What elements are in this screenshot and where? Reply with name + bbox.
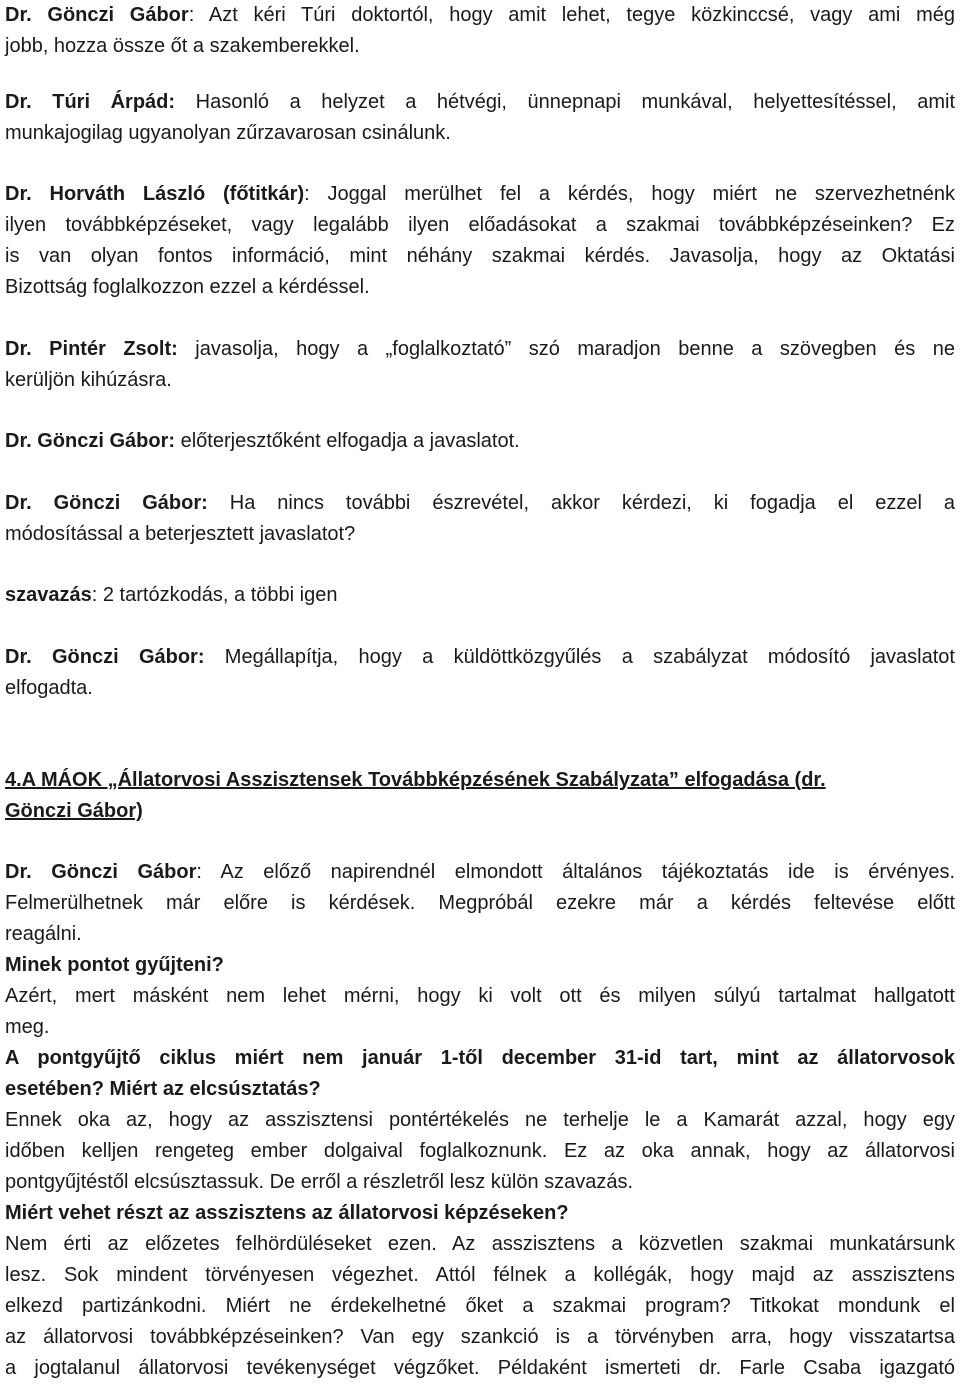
answer-text: lesz. Sok mindent törvényesen végezhet. Attól félnek a kollégák, hogy majd az asszisztens	[5, 1264, 955, 1286]
speaker-name: Dr. Gönczi Gábor	[5, 861, 197, 883]
answer-text: elkezd partizánkodni. Miért ne érdekelhetné őket a szakmai program? Titkokat mondunk el	[5, 1295, 955, 1317]
paragraph-text: is van olyan fontos információ, mint néhány szakmai kérdés. Javasolja, hogy az Oktatási	[5, 245, 955, 267]
answer-text: az állatorvosi továbbképzéseinken? Van egy szankció is a törvényben arra, hogy visszatartsa	[5, 1326, 955, 1348]
question-text: Minek pontot gyűjteni?	[5, 954, 224, 976]
speaker-name: Dr. Túri Árpád:	[5, 91, 176, 113]
vote-label: szavazás	[5, 584, 92, 606]
paragraph-text: reagálni.	[5, 923, 82, 945]
paragraph-text: Bizottság foglalkozzon ezzel a kérdéssel.	[5, 276, 370, 298]
answer-text: meg.	[5, 1016, 50, 1038]
answer-text: időben kelljen rengeteg ember dolgaival foglalkoznunk. Ez az oka annak, hogy az állatorvosi	[5, 1140, 955, 1162]
speaker-name: Dr. Horváth László (főtitkár)	[5, 183, 305, 205]
question-text: Miért vehet részt az asszisztens az állatorvosi képzéseken?	[5, 1202, 569, 1224]
paragraph-turi	[5, 87, 955, 149]
speaker-name: Dr. Gönczi Gábor:	[5, 430, 176, 452]
paragraph-gonczi-4	[5, 642, 955, 704]
paragraph-text: kerüljön kihúzásra.	[5, 369, 172, 391]
paragraph-text: ilyen továbbképzéseket, vagy legalább ilyen előadásokat a szakmai továbbképzéseinken? Ez	[5, 214, 955, 236]
speaker-name: Dr. Gönczi Gábor	[5, 4, 189, 26]
heading-line: 4.A MÁOK „Állatorvosi Asszisztensek Továbbképzésének Szabályzata” elfogadása (dr.	[5, 769, 826, 791]
paragraph-text: Ha nincs további észrevétel, akkor kérdezi, ki fogadja el ezzel a	[229, 492, 955, 514]
paragraph-text: munkajogilag ugyanolyan zűrzavarosan csinálunk.	[5, 122, 451, 144]
paragraph-text: Azt kéri Túri doktortól, hogy amit lehet, tegye közkinccsé, vagy ami még	[208, 4, 955, 26]
speaker-name: Dr. Gönczi Gábor:	[5, 646, 205, 668]
section-body	[5, 857, 955, 1384]
question-text: A pontgyűjtő ciklus miért nem január 1-től december 31-id tart, mint az állatorvosok	[5, 1047, 955, 1069]
paragraph-text: jobb, hozza össze őt a szakemberekkel.	[5, 35, 360, 57]
paragraph-text: : Az előző napirendnél elmondott általános tájékoztatás ide is érvényes.	[196, 861, 956, 883]
paragraph-text: módosítással a beterjesztett javaslatot?	[5, 523, 356, 545]
paragraph-gonczi-2	[5, 426, 955, 457]
paragraph-gonczi-3	[5, 488, 955, 550]
heading-line: Gönczi Gábor)	[5, 800, 143, 822]
paragraph-gonczi-1: Dr. Gönczi Gábor: Azt kéri Túri doktortól, hogy amit lehet, tegye közkinccsé, vagy ami még jobb, hozza össze őt a szakemberekkel.	[5, 0, 955, 62]
answer-text: Nem érti az előzetes felhördüléseket ezen. Az asszisztens a közvetlen szakmai munkatársunk	[5, 1233, 955, 1255]
vote-result	[5, 580, 955, 611]
answer-text: Ennek oka az, hogy az asszisztensi pontértékelés ne terhelje le a Kamarát azzal, hogy egy	[5, 1109, 955, 1131]
speaker-name: Dr. Pintér Zsolt:	[5, 338, 178, 360]
answer-text: Azért, mert másként nem lehet mérni, hogy ki volt ott és milyen súlyú tartalmat hallgatott	[5, 985, 955, 1007]
paragraph-text: Hasonló a helyzet a hétvégi, ünnepnapi munkával, helyettesítéssel, amit	[195, 91, 955, 113]
paragraph-horvath	[5, 179, 955, 303]
paragraph-text: Felmerülhetnek már előre is kérdések. Megpróbál ezekre már a kérdés feltevése előtt	[5, 892, 955, 914]
paragraph-text: : Joggal merülhet fel a kérdés, hogy miért ne szervezhetnénk	[304, 183, 955, 205]
paragraph-text: előterjesztőként elfogadja a javaslatot.	[180, 430, 520, 452]
question-text: esetében? Miért az elcsúsztatás?	[5, 1078, 321, 1100]
answer-text: a jogtalanul állatorvosi tevékenységet végzőket. Példaként ismerteti dr. Farle Csaba igazgató	[5, 1357, 955, 1379]
paragraph-text: javasolja, hogy a „foglalkoztató” szó maradjon benne a szövegben és ne	[195, 338, 956, 360]
vote-text: : 2 tartózkodás, a többi igen	[91, 584, 338, 606]
paragraph-text: Megállapítja, hogy a küldöttközgyűlés a szabályzat módosító javaslatot	[224, 646, 955, 668]
paragraph-text: elfogadta.	[5, 677, 93, 699]
answer-text: pontgyűjtéstől elcsúsztassuk. De erről a részletről lesz külön szavazás.	[5, 1171, 634, 1193]
speaker-name: Dr. Gönczi Gábor:	[5, 492, 208, 514]
paragraph-pinter	[5, 334, 955, 396]
agenda-heading	[5, 765, 955, 827]
